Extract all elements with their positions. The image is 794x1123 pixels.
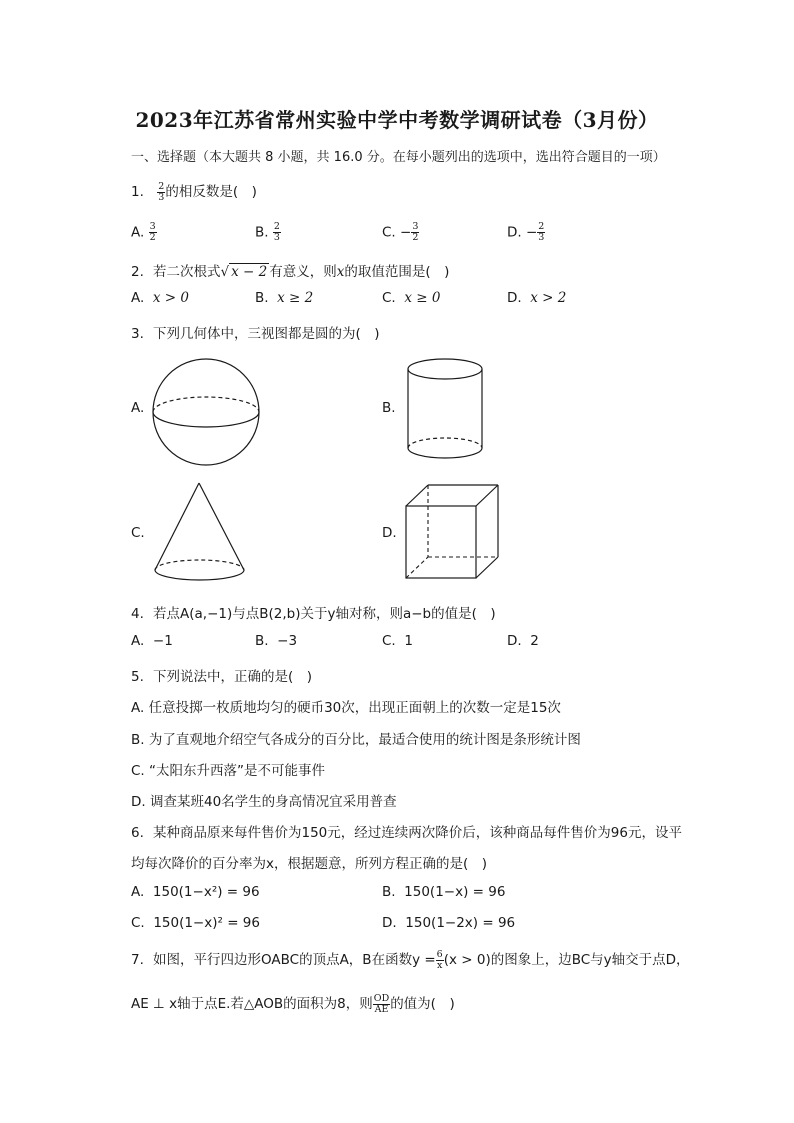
question-5: 5. 下列说法中，正确的是( ) (131, 669, 313, 685)
option-a[interactable]: A. $\frac{3}{2}$ (131, 221, 156, 243)
option-d[interactable]: D. 调查某班40名学生的身高情况宜采用普查 (131, 794, 397, 810)
question-number: 7. (131, 952, 144, 968)
option-b[interactable]: B. $\frac{2}{3}$ (255, 221, 280, 243)
option-d[interactable]: D. 2 (507, 633, 539, 649)
question-number: 4. (131, 606, 144, 622)
option-c[interactable]: C. 1 (382, 633, 413, 649)
question-number: 1. (131, 184, 144, 200)
option-c[interactable]: C. “太阳东升西落”是不可能事件 (131, 763, 325, 779)
question-4: 4. 若点A(a,−1)与点B(2,b)关于y轴对称，则a−b的值是( ) (131, 606, 496, 622)
option-b[interactable]: B. 150(1−x) = 96 (382, 884, 506, 900)
option-a[interactable]: A. −1 (131, 633, 173, 649)
option-b-label[interactable]: B. (382, 400, 396, 416)
option-c[interactable]: C. − $\frac{3}{2}$ (382, 221, 419, 243)
question-6-line-2: 均每次降价的百分率为x，根据题意，所列方程正确的是( ) (131, 856, 488, 872)
option-b[interactable]: B. −3 (255, 633, 298, 649)
fraction: $\frac{6}{x}$ (436, 948, 443, 971)
q6-options-row-1 (131, 884, 651, 906)
option-b[interactable]: B. 为了直观地介绍空气各成分的百分比，最适合使用的统计图是条形统计图 (131, 732, 581, 748)
q6-options-row-2 (131, 915, 651, 937)
question-7-line-2: AE ⊥ x轴于点E.若△AOB的面积为8，则 $\frac{OD}{AE}$ 的值为( ) (131, 992, 455, 1015)
sphere-figure (146, 356, 266, 468)
question-text: 的相反数是( ) (165, 184, 257, 200)
option-a[interactable]: A. 任意投掷一枚质地均匀的硬币30次，出现正面朝上的次数一定是15次 (131, 700, 561, 716)
question-7-line-1: 7. 如图，平行四边形OABC的顶点A，B在函数y = $\frac{6}{x}$ (x > 0)的图象上，边BC与y轴交于点D， (131, 948, 690, 971)
option-c-label[interactable]: C. (131, 525, 145, 541)
question-number: 5. (131, 669, 144, 685)
question-number: 2. (131, 264, 144, 280)
question-1 (131, 180, 257, 203)
option-d[interactable]: D. 150(1−2x) = 96 (382, 915, 516, 931)
cube-figure (402, 482, 502, 582)
option-a[interactable]: A. x > 0 (131, 290, 189, 306)
question-6-line-1: 6. 某种商品原来每件售价为150元，经过连续两次降价后，该种商品每件售价为96元，设平 (131, 825, 682, 841)
option-c[interactable]: C. 150(1−x)² = 96 (131, 915, 260, 931)
option-a-label[interactable]: A. (131, 400, 145, 416)
q2-options (131, 290, 651, 312)
option-d[interactable]: D. − $\frac{2}{3}$ (507, 221, 545, 243)
question-number: 3. (131, 326, 144, 342)
fraction: $\frac{OD}{AE}$ (373, 992, 390, 1015)
section-heading: 一、选择题（本大题共 8 小题，共 16.0 分。在每小题列出的选项中，选出符合题目的一项） (131, 150, 666, 165)
q4-options (131, 633, 651, 655)
cone-figure (150, 480, 250, 586)
question-3: 3. 下列几何体中，三视图都是圆的为( ) (131, 326, 380, 342)
page-title: 2023年江苏省常州实验中学中考数学调研试卷（3月份） (135, 108, 659, 132)
cylinder-figure (403, 356, 487, 462)
option-d-label[interactable]: D. (382, 525, 397, 541)
option-b[interactable]: B. x ≥ 2 (255, 290, 314, 306)
fraction: $\frac{2}{3}$ (158, 180, 165, 203)
q1-options (131, 222, 651, 244)
radicand: x − 2 (231, 264, 268, 280)
question-number: 6. (131, 825, 144, 841)
option-d[interactable]: D. x > 2 (507, 290, 567, 306)
option-c[interactable]: C. x ≥ 0 (382, 290, 441, 306)
question-2: 2. 若二次根式√ x − 2 有意义，则x的取值范围是( ) (131, 264, 450, 280)
option-a[interactable]: A. 150(1−x²) = 96 (131, 884, 260, 900)
